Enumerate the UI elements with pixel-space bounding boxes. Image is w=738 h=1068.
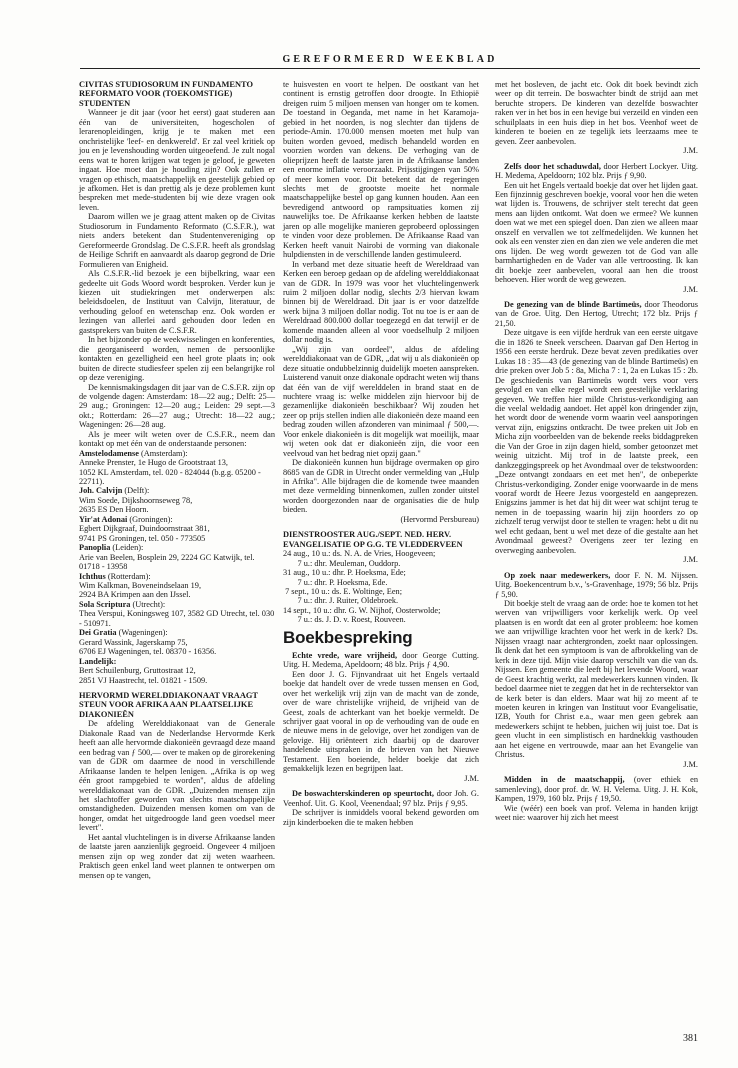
- paragraph: Een uit het Engels vertaald boekje dat over het lijden gaat. Een fijnzinnig geschreven boekje, vooral voor hen die weten wat lijden is. Trouwens, de schrijver stelt terecht dat geen mens aan lijden ontkomt. Wat doen we ermee? We kunnen doen wat we met een spiegel doen. Dan zien we alleen maar onszelf en vervallen we tot zelfmedelijden. We kunnen het ook als een venster zien en dan zien we vele anderen die met ons lijden. De weg wordt gewezen tot de God van alle barmhartigheden en de Vader van alle vertroosting. Ik kan dit boekje zeer aanbevelen, vooral aan hen die troost behoeven. Hier wordt de weg gewezen.: [495, 180, 698, 285]
- paragraph: Als je meer wilt weten over de C.S.F.R., neem dan kontakt op met één van de onderstaande personen:: [79, 429, 275, 449]
- paragraph: Als C.S.F.R.-lid bezoek je een bijbelkring, waar een gedeelte uit Gods Woord wordt besproken. Verder kun je kiezen uit studiekringen met onderwerpen als: beleidsdoelen, de Instituut van Calvijn, literatuur, de verhouding geloof en wetenschap enz. Ook worden er lezingen van allerlei aard gehouden door leden en gastsprekers van buiten de C.S.F.R.: [79, 269, 275, 335]
- paragraph: Wie (wéér) een boek van prof. Velema in handen krijgt weet nie: waarover hij zich het meest: [495, 803, 698, 822]
- paragraph: De kennismakingsdagen dit jaar van de C.S.F.R. zijn op de volgende dagen: Amsterdam: 18—22 aug.; Delft: 25—29 aug.; Groningen: 12—20 aug.; Leiden: 29 sept.—3 okt.; Rotterdam: 26—27 aug.; Utrecht: 18—22 aug.; Wageningen: 26—28 aug.: [79, 382, 275, 430]
- paragraph: Daarom willen we je graag attent maken op de Civitas Studiosorum in Fundamento Reformato (C.S.F.R.), wat niets anders betekent dan Studentenvereniging op Gereformeerde Grondslag. De C.S.F.R. heeft als grondslag de Heilige Schrift en aanvaardt als daarop gegrond de Drie Formulieren van Enigheid.: [79, 212, 275, 269]
- address-entry: Amstelodamense (Amsterdam): Anneke Prenster, 1e Hugo de Grootstraat 13, 1052 KL Amsterdam, tel. 020 - 824044 (b.g.g. 05200 - 22711).: [79, 448, 261, 487]
- book-entry: De boswachterskinderen op speurtocht, door Joh. G. Veenhof. Uit. G. Kool, Veenendaal; 97 blz. Prijs ƒ 9,95.: [283, 789, 479, 808]
- paragraph: In het bijzonder op de weekwisselingen en konferenties, die georganiseerd worden, nemen de persoonlijke kontakten en gezelligheid een heel grote plaats in; ook buiten de directe studiesfeer spelen zij een belangrijke rol op deze vereniging.: [79, 335, 275, 383]
- article-heading-werelddiakonaat: HERVORMD WERELDDIAKONAAT VRAAGT STEUN VOOR AFRIKA AAN PLAATSELIJKE DIAKONIEËN: [79, 691, 258, 719]
- paragraph: Dit boekje stelt de vraag aan de orde: hoe te komen tot het werven van vrijwilligers voor kerkelijk werk. Op veel plaatsen is en wordt dat een al groter probleem: hoe komen we aan vrijwillige krachten voor het werk in de kerk? Ds. Nijssen vraagt naar achtergronden, zoekt naar oplossingen. Ik denk dat het een symptoom is van de afbrokkeling van de kerk in deze tijd. Mijn visie daarop verschilt van die van ds. Nijssen. Een gemeente die leeft bij het levende Woord, waar de Geest krachtig werkt, zal medewerkers kunnen vinden. Ik bedoel daarmee niet te zeggen dat het in de rechtersektor van de kerk beter is dan elders. Maar wat hij zo meent af te moeten keuren in kringen van Instituut voor Evangelisatie, IZB, Youth for Christ e.a., waar men geen gebrek aan medewerkers schijnt te hebben, juichen wij juist toe. Dat is geen vlucht in een simplistisch en hardnekkig vasthouden aan het eigene en vertrouwde, maar aan het Evangelie van Christus.: [495, 599, 698, 760]
- author-initials: J.M.: [683, 284, 698, 294]
- schedule-row: 24 aug., 10 u.: ds. N. A. de Vries, Hoogeveen;: [283, 549, 436, 559]
- paragraph: Wanneer je dit jaar (voor het eerst) gaat studeren aan één van de universiteiten, hogescholen of lerarenopleidingen, krijg je te maken met een onchristelijke 'leef- en denkwereld'. Er zal veel kritiek op jou en je levenshouding worden uitgeoefend. Je zult nogal eens wat te horen krijgen wat tegen je geloof, je geweten ingaat. Hoe moet dan je houding zijn? Ook zullen er vragen op ethisch, maatschappelijk en geestelijk gebied op je afkomen. Het is dan prettig als je deze problemen kunt bespreken met mede-studenten bij wie deze vragen ook leven.: [79, 108, 275, 212]
- address-entry: Landelijk: Bert Schuilenburg, Gruttostraat 12, 2851 VJ Haastrecht, tel. 01821 - 1509.: [79, 656, 208, 685]
- article-heading-civitas: CIVITAS STUDIOSORUM IN FUNDAMENTO REFORMATO VOOR (TOEKOMSTIGE) STUDENTEN: [79, 80, 253, 108]
- address-entry: Panoplia (Leiden): Arie van Beelen, Bosplein 29, 2224 GC Katwijk, tel. 01718 - 13958: [79, 543, 255, 572]
- address-entry: Sola Scriptura (Utrecht): Thea Verspui, Koningsweg 107, 3582 GD Utrecht, tel. 030 - 510971.: [79, 599, 275, 628]
- book-entry: Echte vrede, ware vrijheid, door George Cutting. Uitg. H. Medema, Apeldoorn; 48 blz. Prijs ƒ 4,90.: [283, 650, 480, 670]
- source-credit: (Hervormd Persbureau): [400, 514, 479, 524]
- masthead-rule: [80, 68, 700, 69]
- section-title-boekbespreking: Boekbespreking: [283, 627, 413, 647]
- paragraph: De schrijver is inmiddels vooral bekend geworden om zijn kinderboeken die te maken hebben: [283, 808, 479, 827]
- paragraph: De afdeling Werelddiakonaat van de Generale Diakonale Raad van de Nederlandse Hervormde Kerk heeft aan alle hervormde diakonieën gevraagd deze maand een bedrag van ƒ 500,— over te maken op de girorekening van de GDR om daarmee de nood in verschillende Afrikaanse landen te helpen lenigen. „Afrika is op weg één groot rampgebied te worden", aldus de afdeling werelddiakonaat van de GDR. „Duizenden mensen zijn het slachtoffer geworden van slechts maatschappelijke omstandigheden. Duizenden mensen komen om van de honger, omdat het uitgedroogde land geen voedsel meer levert".: [79, 719, 275, 833]
- schedule-row: 7 u.: ds. J. D. v. Roest, Rouveen.: [283, 615, 406, 625]
- column-1: [79, 80, 275, 880]
- paragraph: Een door J. G. Fijnvandraat uit het Engels vertaald boekje dat handelt over de vrede tussen mensen en God, over het werkelijk vrij zijn van de macht van de zonde, over de ware christelijke vrijheid, de vrijheid van de Geest, zoals de achterkant van het boekje vermeldt. De schrijver gaat vooral in op de verhouding van de oude en de nieuwe mens in de gelovige, over het zondigen van de gelovige. Hij oriënteert zich daarbij op de daarover handelende uitspraken in de brieven van het Nieuwe Testament. Een boeiende, helder boekje dat zich gemakkelijk lezen en begrijpen laat.: [283, 669, 479, 774]
- article-heading-dienstrooster: DIENSTROOSTER AUG./SEPT. NED. HERV. EVANGELISATIE OP G.G. TE VLEDDERVEEN: [283, 530, 463, 549]
- paragraph: De diakonieën kunnen hun bijdrage overmaken op giro 8685 van de GDR in Utrecht onder vermelding van „Hulp in Afrika". Alle bijdragen die de komende twee maanden met deze vermelding binnenkomen, zullen zonder uitstel worden doorgezonden naar de organisaties die de hulp bieden.: [283, 458, 479, 515]
- schedule-row: 14 sept., 10 u.: dhr. G. W. Nijhof, Oosterwolde;: [283, 605, 441, 615]
- book-entry: Zelfs door het schaduwdal, door Herbert Lockyer. Uitg. H. Medema, Apeldoorn; 102 blz. Prijs ƒ 9,90.: [495, 161, 698, 181]
- page-number: 381: [683, 1033, 698, 1044]
- paragraph: In verband met deze situatie heeft de Wereldraad van Kerken een beroep gedaan op de afdeling werelddiakonaat van de GDR. In 1979 was voor het vluchtelingenwerk ruim 2 miljoen dollar nodig, slechts 2/3 hiervan kwam binnen bij de Wereldraad. Dit jaar is er voor datzelfde werk bijna 3 miljoen dollar nodig. Tot nu toe is er aan de Wereldraad 800.000 dollar toegezegd en dat terwijl er de komende maanden alleen al voor voedselhulp 2 miljoen dollar nodig is.: [283, 259, 479, 345]
- paragraph: „Wij zijn van oordeel", aldus de afdeling werelddiakonaat van de GDR, „dat wij u als diakonieën op deze situatie ondubbelzinnig duidelijk moeten aanspreken. Luisterend vanuit onze diakonale opdracht weten wij thans dat één van de vijf werelddelen in brand staat en de nuchtere vraag is: welke middelen zijn hiervoor bij de gezamenlijke diakonieën beschikbaar? Wij zouden het zeer op prijs stellen indien alle diakonieën deze maand een bedrag zouden willen afzonderen van minimaal ƒ 500,—. Voor enkele diakonieën is dit mogelijk wat moeilijk, maar wij weten ook dat er diakonieën zijn, die voor een veelvoud van het bedrag niet opzij gaan.": [283, 344, 479, 458]
- author-initials: J.M.: [683, 146, 698, 156]
- schedule-row: 7 u.: dhr. Meuleman, Ouddorp.: [283, 558, 401, 568]
- address-entry: Joh. Calvijn (Delft): Wim Soede, Dijkshoornseweg 78, 2635 ES Den Hoorn.: [79, 486, 193, 515]
- address-entry: Yir'at Adonai (Groningen): Egbert Dijkgraaf, Duindoornstraat 381, 9741 PS Groningen, tel. 050 - 773505: [79, 514, 210, 543]
- paragraph: met het bosleven, de jacht etc. Ook dit boek bevindt zich weer op dit terrein. De boswachter bindt de strijd aan met beruchte stropers. De kinderen van dezelfde boswachter raken ver in het bos in een hevige bui verzeild en vinden een schuilplaats in een huis diep in het bos. Veenhof weet de kinderen te boeien en ze tegelijk iets leerzaams mee te geven. Zeer aanbevolen.: [495, 80, 698, 146]
- paragraph: Het aantal vluchtelingen is in diverse Afrikaanse landen de laatste jaren aanzienlijk gegroeid. Ongeveer 4 miljoen mensen zijn op weg zonder dat zij weten waarheen. Praktisch geen enkel land weet plannen te ontwerpen om mensen op te vangen,: [79, 832, 275, 880]
- column-3: [495, 80, 698, 822]
- book-entry: Midden in de maatschappij, (over ethiek en samenleving), door prof. dr. W. H. Velema. Uitg. J. H. Kok, Kampen, 1979, 160 blz. Prijs ƒ 19,50.: [495, 775, 698, 804]
- schedule-list: [283, 549, 479, 625]
- schedule-row: 7 u.: dhr. J. Ruiter, Oldebroek.: [283, 596, 399, 606]
- schedule-row: 7 sept., 10 u.: ds. E. Woltinge, Een;: [283, 587, 403, 597]
- paragraph: Deze uitgave is een vijfde herdruk van een eerste uitgave die in 1826 te Sneek verscheen. Daarvan gaf Den Hertog in 1956 een eerste herdruk. Deze bevat zeven predikaties over Lukas 18 : 35—43 (de genezing van de blinde Bartimeüs) en drie preken over Job 5 : 8a, Micha 7 : 1, 2a en Lukas 15 : 2b. De geschiedenis van Bartimeüs wordt vers voor vers gevolgd en van elke regel wordt een geestelijke verklaring gegeven. We treffen hier milde Christus-verkondiging aan die veelal weldadig aandoet. Het appèl kon dringender zijn, het wordt door de wenende vorm waarin veel aansporingen vervat zijn, enigszins ontkracht. De twee preken uit Job en Micha zijn voorbeelden van de bekende reeks biddagpreken die Van der Groe in zijn dagen hield, somber getoonzet met weinig uitzicht. Mij trof in de laatste preek, een dankzeggingspreek op het Avondmaal over de tekstwoorden: „Deze ontvangt zondaars en eet met hen", de onbeperkte Christus-verkondiging. Zonder enige voorwaarde in de mens vooraf wordt de Heere Jezus voorgesteld en aangeprezen. Enigszins jammer is het dat hij dit weer wat schijnt terug te nemen in de toepassing waarin hij zijn hoorders zo op zichzelf terug verwijst door te stellen te vragen: hebt u dit nu wel echt gedaan, bent u wel met deze of die gestalte aan het Avondmaal geweest? Overigens zeer ter lezing en overweging aanbevolen.: [495, 328, 698, 555]
- schedule-row: 31 aug., 10 u.: dhr. P. Hoeksma, Ede;: [283, 568, 406, 578]
- author-initials: J.M.: [464, 773, 479, 783]
- masthead: GEREFORMEERD WEEKBLAD: [282, 54, 498, 65]
- address-entry: Ichthus (Rotterdam): Wim Kalkman, Boveneindselaan 19, 2924 BA Krimpen aan den IJssel.: [79, 571, 202, 600]
- paragraph: te huisvesten en voort te helpen. De oostkant van het continent is ernstig getroffen door droogte. In Ethiopië dreigen ruim 5 miljoen mensen van honger om te komen. De toestand in Oeganda, met name in het Karamoja-gebied in het noorden, is nog slechter dan tijdens de periode-Amin. 170.000 mensen moeten met hulp van buiten worden gevoed, medisch behandeld worden en voorzien worden van dekens. De verhoging van de olieprijzen heeft de laatste jaren in de Afrikaanse landen een enorme inflatie veroorzaakt. Prijsstijgingen van 50% of meer komen voor. Dit betekent dat de regeringen slechts met de grootste moeite het normale maatschappelijke bestel op gang kunnen houden. Aan een bevredigend antwoord op rampsituaties komen zij nauwelijks toe. De Afrikaanse kerken hebben de laatste jaren op alle mogelijke manieren geprobeerd oplossingen te vinden voor deze problemen. De Afrikaanse Raad van Kerken heeft vanuit Nairobi de vorming van diakonale hulpdiensten in de verschillende landen gestimuleerd.: [283, 80, 479, 260]
- address-list: [79, 449, 275, 685]
- book-entry: De genezing van de blinde Bartimeüs, door Theodorus van de Groe. Uitg. Den Hertog, Utrecht; 172 blz. Prijs ƒ 21,50.: [495, 299, 698, 328]
- book-entry: Op zoek naar medewerkers, door F. N. M. Nijssen. Uitg. Boekencentrum b.v., 's-Gravenhage, 1979; 56 blz. Prijs ƒ 5,90.: [495, 570, 698, 599]
- column-2: [283, 80, 479, 827]
- author-initials: J.M.: [683, 759, 698, 769]
- schedule-row: 7 u.: dhr. P. Hoeksma, Ede.: [283, 577, 388, 587]
- author-initials: J.M.: [683, 555, 698, 565]
- address-entry: Dei Gratia (Wageningen): Gerard Wassink, Jagerskamp 75, 6706 EJ Wageningen, tel. 08370 - 16356.: [79, 628, 217, 657]
